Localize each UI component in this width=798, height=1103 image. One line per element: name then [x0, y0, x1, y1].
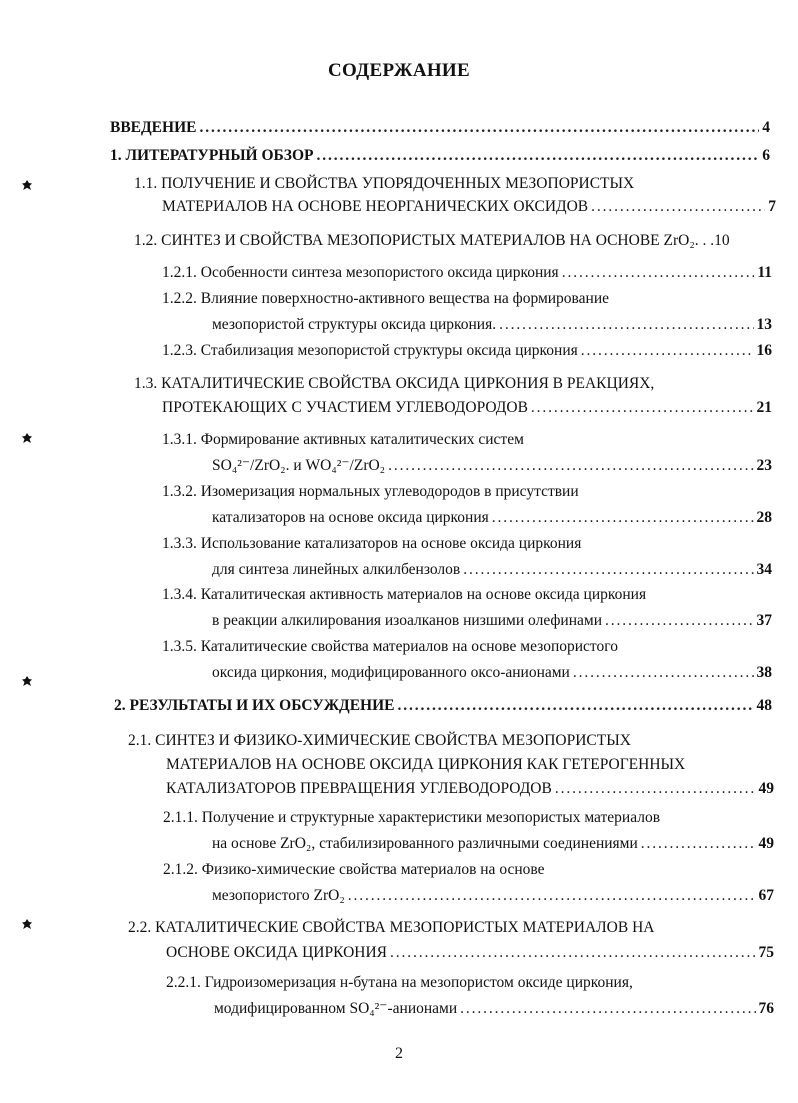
toc-entry-text: мезопористой структуры оксида циркония.: [212, 316, 497, 333]
toc-entry-text: ПРОТЕКАЮЩИХ С УЧАСТИЕМ УГЛЕВОДОРОДОВ: [162, 399, 528, 416]
toc-entry-text: 2. РЕЗУЛЬТАТЫ И ИХ ОБСУЖДЕНИЕ: [114, 697, 395, 714]
scan-mark: [22, 433, 32, 443]
leader-dots: [591, 197, 765, 217]
toc-entry-s2-2-1[interactable]: [214, 999, 774, 1019]
toc-entry-text: мезопористого ZrO₂: [212, 887, 345, 904]
toc-page-number: 4: [762, 119, 770, 136]
toc-page-number: 13: [756, 316, 772, 333]
toc-entry-s2-2[interactable]: [166, 943, 774, 963]
toc-entry-s1-3-5[interactable]: [212, 663, 772, 683]
leader-dots: [348, 886, 756, 906]
toc-entry-s1-2-2[interactable]: [212, 315, 772, 335]
leader-dots: [605, 611, 753, 631]
toc-entry-s1-2-2-line1: 1.2.2. Влияние поверхностно-активного вещества на формирование: [162, 290, 610, 307]
toc-entry-text: SO₄²⁻/ZrO₂. и WO₄²⁻/ZrO₂: [212, 457, 386, 474]
leader-dots: [641, 834, 756, 854]
toc-page-number: 16: [756, 342, 772, 359]
toc-entry-s2-1-1-line1: 2.1.1. Получение и структурные характеристики мезопористых материалов: [163, 809, 661, 826]
toc-entry-s2-1[interactable]: [166, 779, 774, 799]
leader-dots: [531, 398, 754, 418]
toc-entry-s2[interactable]: [114, 696, 772, 716]
toc-page-number: 75: [758, 944, 774, 961]
toc-entry-s1-1[interactable]: [162, 197, 776, 217]
scan-mark: [22, 919, 32, 929]
leader-dots: [573, 663, 754, 683]
toc-page-number: 49: [758, 780, 774, 797]
page-title: СОДЕРЖАНИЕ: [328, 60, 470, 81]
toc-page-number: 21: [756, 399, 772, 416]
toc-entry-s2-1-2-line1: 2.1.2. Физико-химические свойства материалов на основе: [163, 861, 545, 878]
toc-entry-text: для синтеза линейных алкилбензолов: [212, 561, 461, 578]
toc-page-number: 67: [758, 887, 774, 904]
toc-entry-s1-3[interactable]: [162, 398, 772, 418]
toc-entry-s1-2-1[interactable]: [162, 263, 772, 283]
toc-entry-text: КАТАЛИЗАТОРОВ ПРЕВРАЩЕНИЯ УГЛЕВОДОРОДОВ: [166, 780, 552, 797]
toc-page-number: 7: [768, 198, 776, 215]
scan-mark: [22, 676, 32, 686]
toc-entry-text: МАТЕРИАЛОВ НА ОСНОВЕ НЕОРГАНИЧЕСКИХ ОКСИДОВ: [162, 198, 589, 215]
toc-entry-s1[interactable]: [110, 146, 770, 166]
toc-page-number: 37: [756, 612, 772, 629]
leader-dots: [199, 118, 759, 138]
toc-entry-s2-1-line1: 2.1. СИНТЕЗ И ФИЗИКО-ХИМИЧЕСКИЕ СВОЙСТВА МЕЗОПОРИСТЫХ: [128, 732, 631, 749]
toc-page-number: 49: [758, 835, 774, 852]
toc-entry-text: 1.2.3. Стабилизация мезопористой структуры оксида циркония: [162, 342, 578, 359]
toc-entry-s1-3-3[interactable]: [212, 560, 772, 580]
leader-dots: [390, 943, 756, 963]
toc-entry-s1-3-5-line1: 1.3.5. Каталитические свойства материалов на основе мезопористого: [162, 638, 618, 655]
toc-entry-s1-2[interactable]: 1.2. СИНТЕЗ И СВОЙСТВА МЕЗОПОРИСТЫХ МАТЕРИАЛОВ НА ОСНОВЕ ZrO₂. . .10: [134, 232, 730, 249]
toc-page-number: 28: [756, 509, 772, 526]
toc-entry-text: 1. ЛИТЕРАТУРНЫЙ ОБЗОР: [110, 147, 314, 164]
leader-dots: [460, 999, 755, 1019]
toc-entry-s2-2-line1: 2.2. КАТАЛИТИЧЕСКИЕ СВОЙСТВА МЕЗОПОРИСТЫХ МАТЕРИАЛОВ НА: [128, 919, 655, 936]
toc-entry-text: 1.2.1. Особенности синтеза мезопористого оксида циркония: [162, 264, 559, 281]
toc-entry-text: оксида циркония, модифицированного оксо-анионами: [212, 664, 570, 681]
toc-page-number: 76: [758, 1000, 774, 1017]
toc-entry-s1-3-line1: 1.3. КАТАЛИТИЧЕСКИЕ СВОЙСТВА ОКСИДА ЦИРКОНИЯ В РЕАКЦИЯХ,: [134, 375, 655, 392]
toc-entry-s1-3-4[interactable]: [212, 611, 772, 631]
toc-entry-intro[interactable]: [110, 118, 770, 138]
toc-page-number: 34: [756, 561, 772, 578]
leader-dots: [463, 560, 753, 580]
leader-dots: [317, 146, 760, 166]
toc-entry-s1-3-4-line1: 1.3.4. Каталитическая активность материалов на основе оксида циркония: [162, 586, 647, 603]
leader-dots: [562, 263, 755, 283]
leader-dots: [397, 696, 753, 716]
toc-entry-s1-1-line1: 1.1. ПОЛУЧЕНИЕ И СВОЙСТВА УПОРЯДОЧЕННЫХ МЕЗОПОРИСТЫХ: [134, 175, 635, 192]
toc-entry-s2-1-1[interactable]: [212, 834, 774, 854]
toc-entry-s2-1-line2: МАТЕРИАЛОВ НА ОСНОВЕ ОКСИДА ЦИРКОНИЯ КАК ГЕТЕРОГЕННЫХ: [166, 756, 686, 773]
toc-page-number: 11: [757, 264, 772, 281]
leader-dots: [499, 315, 753, 335]
toc-entry-s2-2-1-line1: 2.2.1. Гидроизомеризация н-бутана на мезопористом оксиде циркония,: [166, 974, 633, 991]
toc-entry-s1-3-3-line1: 1.3.3. Использование катализаторов на основе оксида циркония: [162, 535, 582, 552]
page-number: 2: [395, 1045, 403, 1062]
toc-page-number: 23: [756, 457, 772, 474]
toc-entry-s1-3-1[interactable]: [212, 456, 772, 476]
toc-entry-text: катализаторов на основе оксида циркония: [212, 509, 489, 526]
toc-entry-text: модифицированном SO₄²⁻-анионами: [214, 1000, 458, 1017]
toc-entry-s2-1-2[interactable]: [212, 886, 774, 906]
toc-entry-text: ОСНОВЕ ОКСИДА ЦИРКОНИЯ: [166, 944, 387, 961]
toc-entry-text: на основе ZrO₂, стабилизированного различными соединениями: [212, 835, 638, 852]
leader-dots: [581, 341, 754, 361]
toc-page-number: 48: [756, 697, 772, 714]
scan-mark: [22, 180, 32, 190]
toc-entry-s1-3-2[interactable]: [212, 508, 772, 528]
leader-dots: [388, 456, 753, 476]
toc-entry-s1-3-1-line1: 1.3.1. Формирование активных каталитических систем: [162, 431, 524, 448]
toc-entry-s1-3-2-line1: 1.3.2. Изомеризация нормальных углеводородов в присутствии: [162, 483, 579, 500]
toc-entry-s1-2-3[interactable]: [162, 341, 772, 361]
leader-dots: [492, 508, 754, 528]
toc-page-number: 6: [762, 147, 770, 164]
toc-entry-text: ВВЕДЕНИЕ: [110, 119, 197, 136]
toc-entry-text: в реакции алкилирования изоалканов низшими олефинами: [212, 612, 603, 629]
leader-dots: [555, 779, 756, 799]
toc-page-number: 38: [756, 664, 772, 681]
